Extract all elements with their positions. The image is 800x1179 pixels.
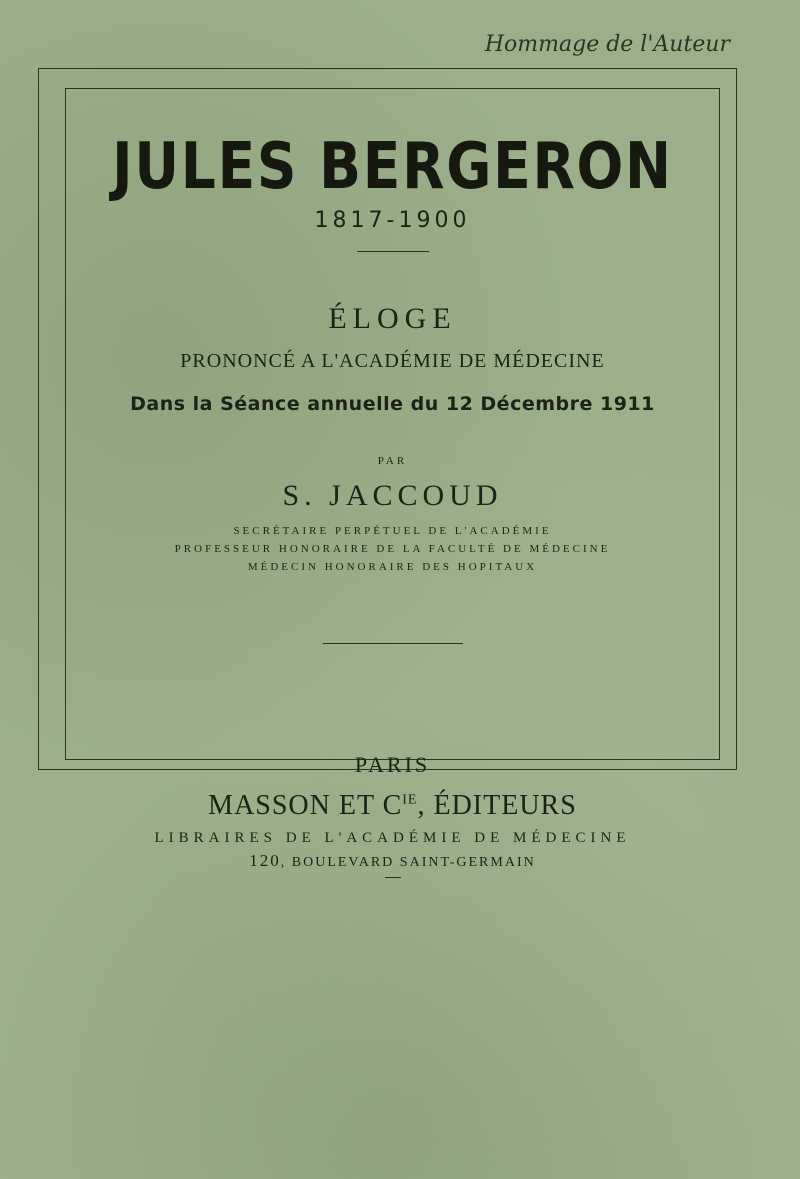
main-title: JULES BERGERON bbox=[112, 130, 673, 204]
publisher-suffix: , ÉDITEURS bbox=[417, 790, 577, 821]
publisher-superscript: IE bbox=[402, 792, 418, 808]
author-name: S. JACCOUD bbox=[282, 479, 503, 512]
closing-dash bbox=[385, 877, 401, 878]
life-dates: 1817-1900 bbox=[314, 208, 471, 233]
session-line: Dans la Séance annuelle du 12 Décembre 1911 bbox=[130, 393, 655, 415]
imprint-city: PARIS bbox=[354, 752, 431, 777]
address-line bbox=[65, 851, 720, 871]
address-number: 120 bbox=[249, 851, 281, 870]
by-label: PAR bbox=[377, 455, 408, 467]
author-role: SECRÉTAIRE PERPÉTUEL DE L'ACADÉMIE bbox=[233, 525, 552, 537]
booksellers-line: LIBRAIRES DE L'ACADÉMIE DE MÉDECINE bbox=[154, 830, 631, 846]
handwritten-inscription: Hommage de l'Auteur bbox=[484, 32, 730, 57]
section-separator bbox=[323, 643, 463, 644]
document-type: ÉLOGE bbox=[328, 302, 457, 335]
publisher-name: MASSON ET C bbox=[208, 790, 403, 821]
title-rule bbox=[357, 251, 429, 252]
publisher-line bbox=[65, 790, 720, 822]
title-page bbox=[65, 88, 720, 878]
author-role: MÉDECIN HONORAIRE DES HOPITAUX bbox=[247, 561, 538, 573]
subtitle: PRONONCÉ A L'ACADÉMIE DE MÉDECINE bbox=[180, 350, 605, 372]
author-role: PROFESSEUR HONORAIRE DE LA FACULTÉ DE MÉDECINE bbox=[174, 543, 611, 555]
address-street: , BOULEVARD SAINT-GERMAIN bbox=[280, 855, 536, 870]
